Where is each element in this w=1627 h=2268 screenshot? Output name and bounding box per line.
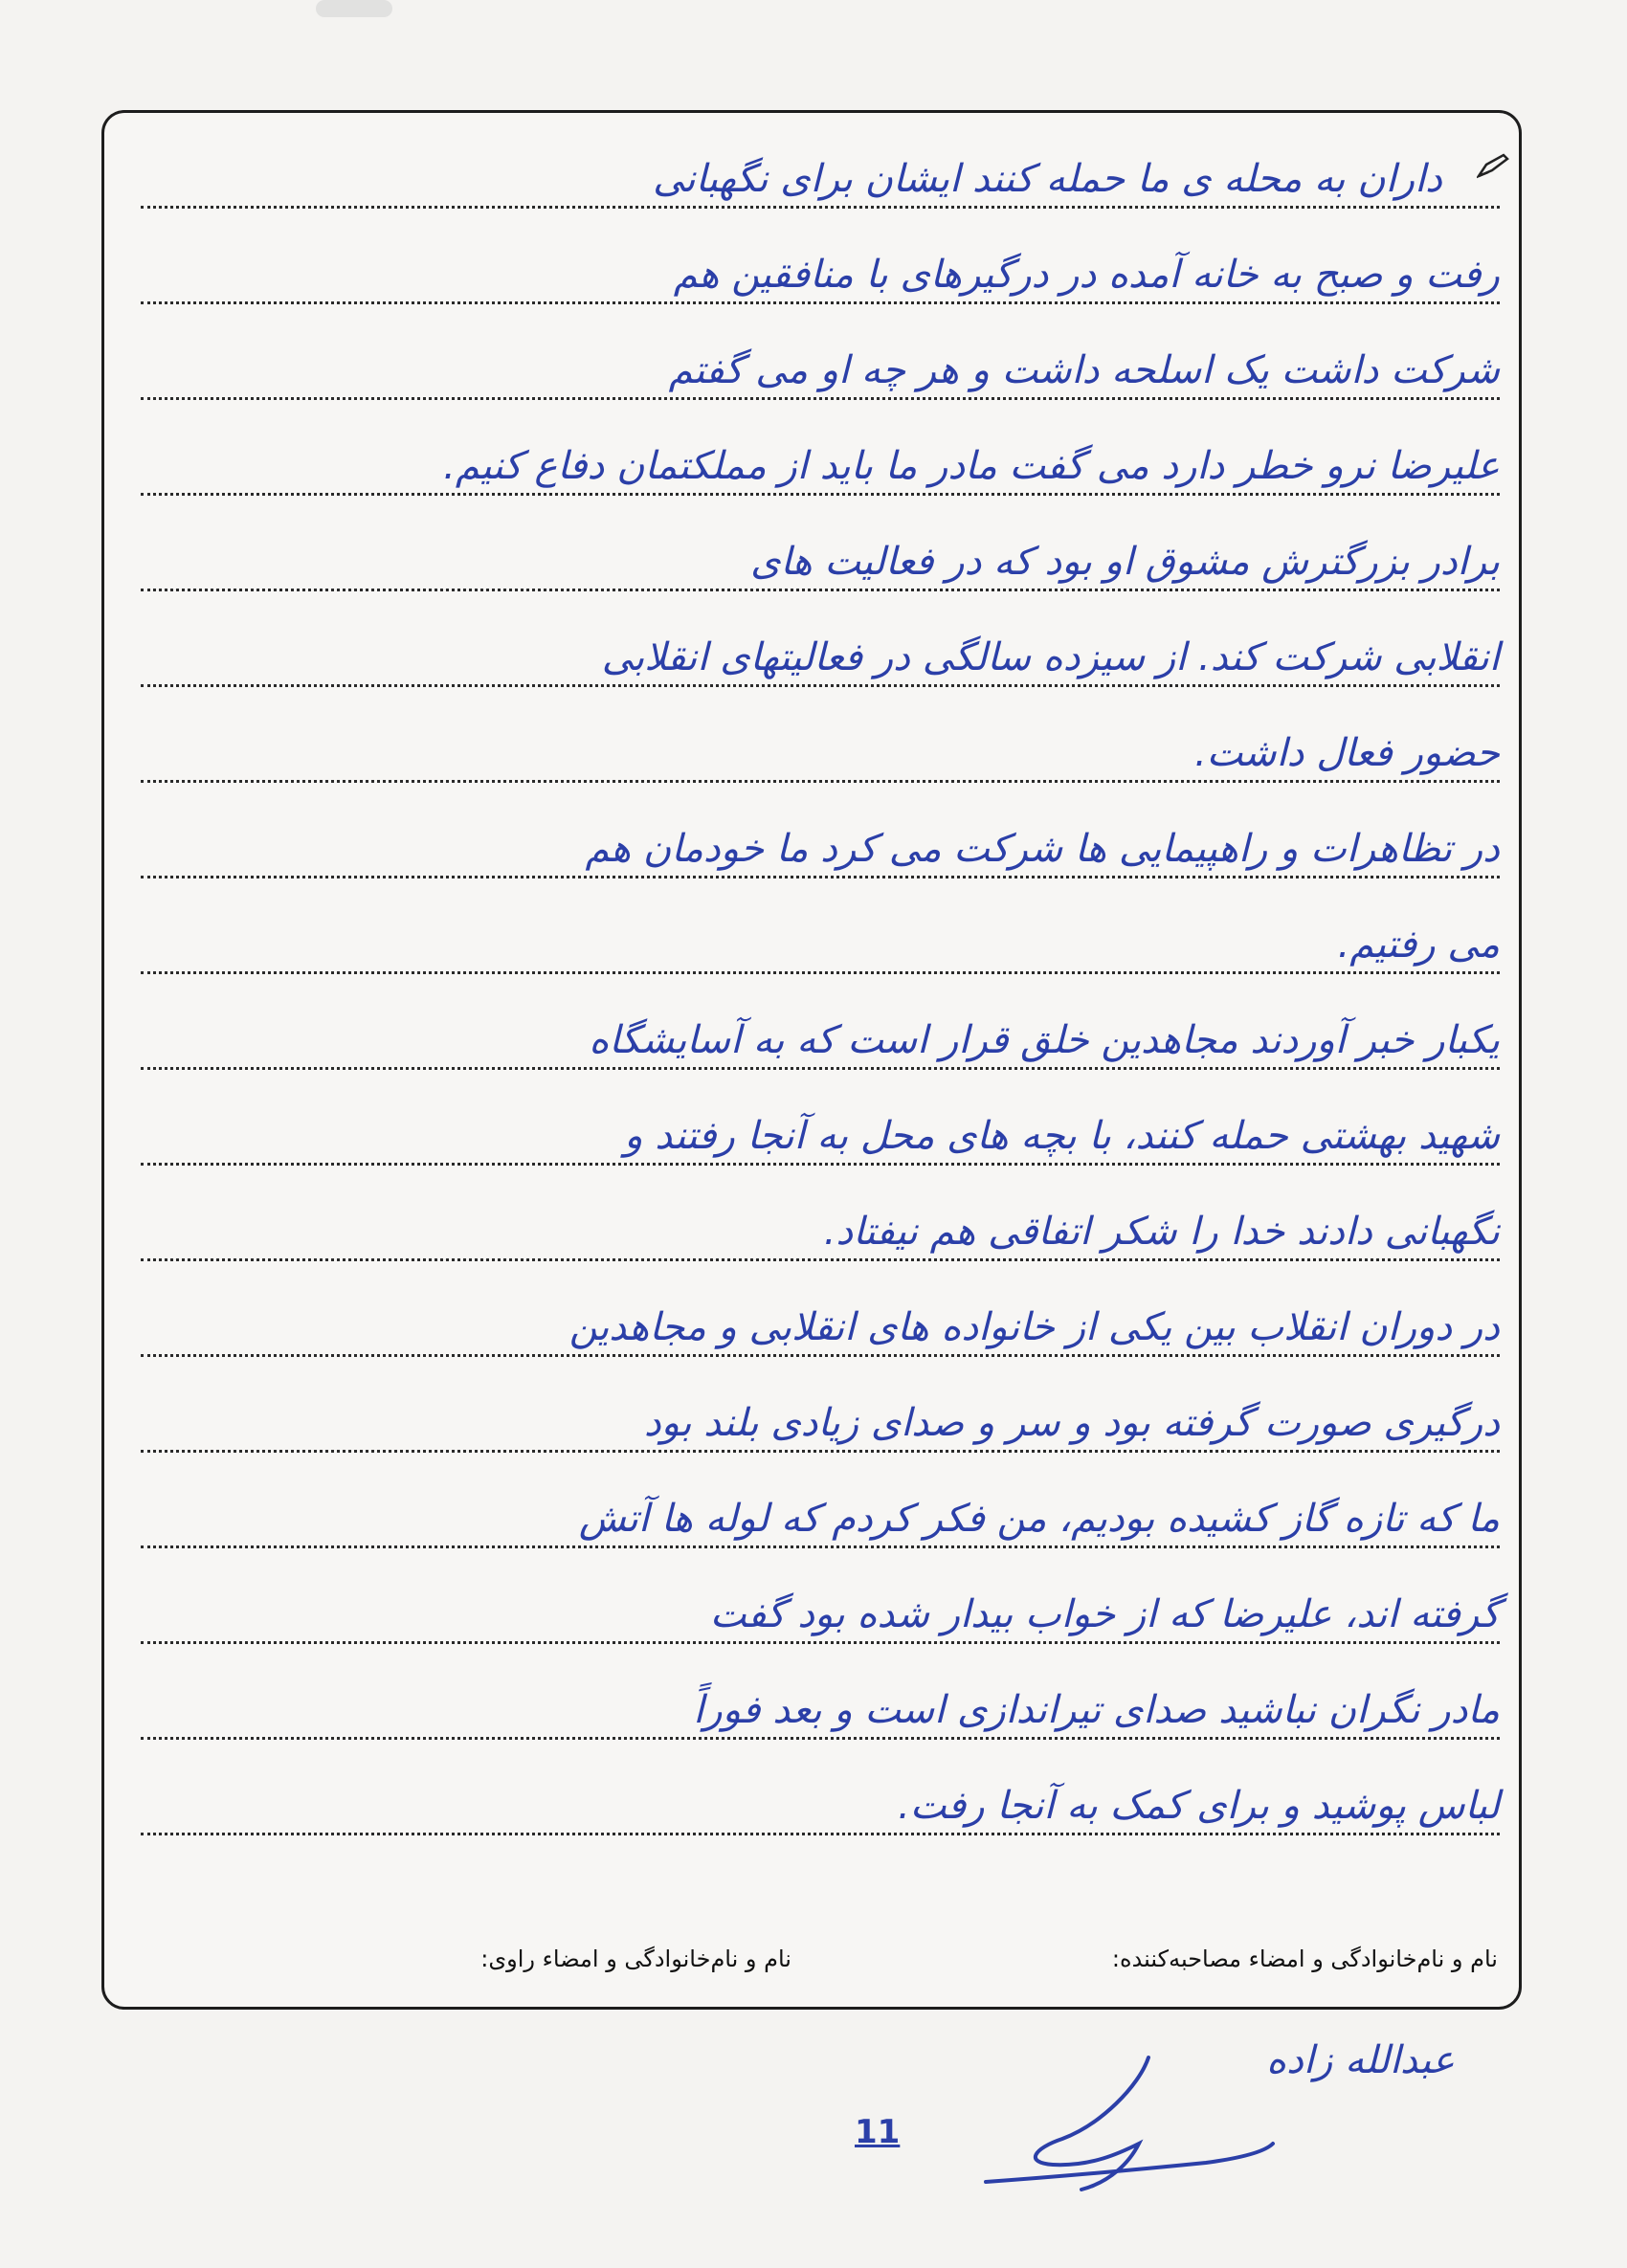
line-text: یکبار خبر آوردند مجاهدین خلق قرار است که به آسایشگاه [589,1018,1500,1062]
text-line [141,1740,1500,1835]
signature-name: عبدالله زاده [1266,2038,1455,2082]
text-line [141,1644,1500,1740]
text-line [141,1166,1500,1261]
line-text: مادر نگران نباشید صدای تیراندازی است و بعد فوراً [693,1688,1500,1732]
line-text: علیرضا نرو خطر دارد می گفت مادر ما باید از مملکتمان دفاع کنیم. [443,444,1500,488]
line-text: نگهبانی دادند خدا را شکر اتفاقی هم نیفتاد. [823,1210,1500,1254]
text-line [141,209,1500,304]
scan-smudge [316,0,392,17]
line-text: می رفتیم. [1337,923,1500,967]
text-line [141,496,1500,591]
line-text: شهید بهشتی حمله کنند، با بچه های محل به آنجا رفتند و [624,1114,1500,1158]
line-text: در دوران انقلاب بین یکی از خانواده های انقلابی و مجاهدین [568,1305,1500,1349]
line-text: رفت و صبح به خانه آمده در درگیرهای با منافقین هم [673,253,1500,297]
line-text: داران به محله ی ما حمله کنند ایشان برای نگهبانی [653,157,1442,201]
line-text: برادر بزرگترش مشوق او بود که در فعالیت های [750,540,1500,584]
interviewer-label: نام و نام‌خانوادگی و امضاء مصاحبه‌کننده: [1111,1946,1498,1972]
interview-sheet-frame [101,110,1522,2010]
text-line [141,974,1500,1070]
line-text: گرفته اند، علیرضا که از خواب بیدار شده بود گفت [709,1592,1500,1636]
text-line [141,304,1500,400]
text-line [141,400,1500,496]
text-line [141,1070,1500,1166]
line-text: شرکت داشت یک اسلحه داشت و هر چه او می گفتم [668,348,1500,392]
signature-fields [104,1946,1519,1984]
interviewer-signature [957,2029,1474,2191]
text-line [141,783,1500,878]
text-line [141,1357,1500,1453]
page-number: 11 [855,2113,901,2151]
text-line [141,1548,1500,1644]
text-line [141,591,1500,687]
line-text: حضور فعال داشت. [1194,731,1500,775]
text-line [141,113,1500,209]
line-text: ما که تازه گاز کشیده بودیم، من فکر کردم که لوله ها آتش [578,1497,1500,1541]
line-text: لباس پوشید و برای کمک به آنجا رفت. [898,1784,1500,1828]
text-line [141,1261,1500,1357]
narrator-label: نام و نام‌خانوادگی و امضاء راوی: [480,1946,791,1972]
signature-scribble-icon [976,2048,1282,2191]
line-text: انقلابی شرکت کند. از سیزده سالگی در فعالیتهای انقلابی [601,635,1500,679]
line-text: درگیری صورت گرفته بود و سر و صدای زیادی بلند بود [643,1401,1500,1445]
line-text: در تظاهرات و راهپیمایی ها شرکت می کرد ما خودمان هم [585,827,1500,871]
text-line [141,878,1500,974]
text-line [141,1453,1500,1548]
text-line [141,687,1500,783]
